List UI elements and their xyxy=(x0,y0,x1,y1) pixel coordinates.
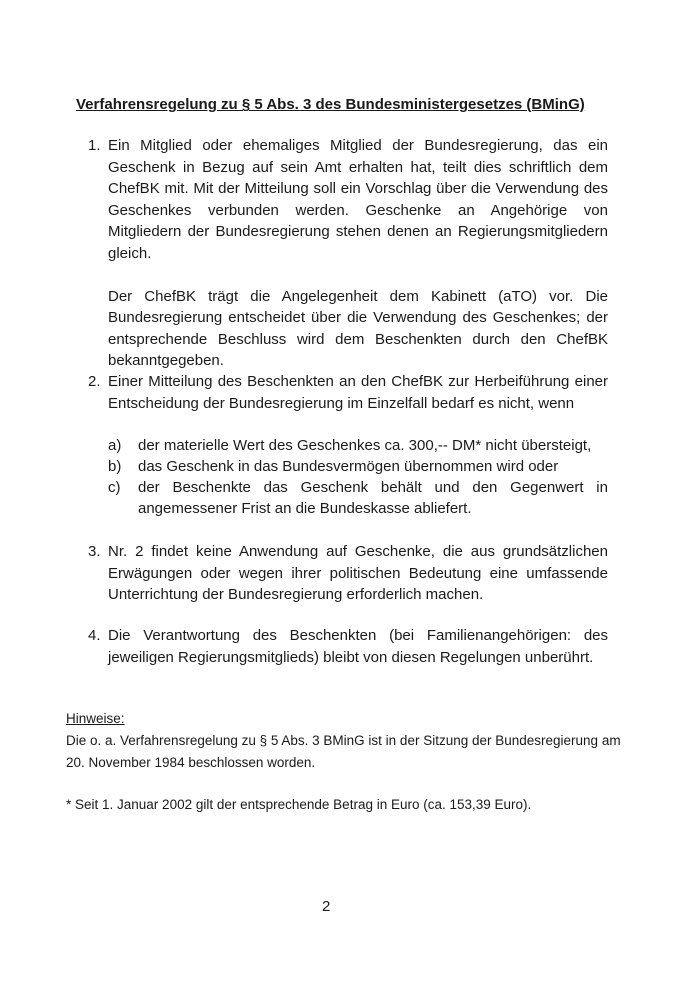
list-item-2 xyxy=(88,371,608,414)
list-item-1 xyxy=(88,135,608,372)
sub-item-text: der materielle Wert des Geschenkes ca. 300,-- DM* nicht übersteigt, xyxy=(138,437,592,454)
hinweise-section xyxy=(66,708,626,774)
item-paragraph: Die Verantwortung des Beschenkten (bei Familienangehörigen: des jeweiligen Regierungsmitglieds) bleibt von diesen Regelungen unberührt. xyxy=(108,627,608,666)
sub-item-a xyxy=(108,435,608,456)
hinweise-label: Hinweise: xyxy=(66,711,125,726)
sub-item-c xyxy=(108,477,608,519)
sub-item-text: das Geschenk in das Bundesvermögen übernommen wird oder xyxy=(138,458,559,475)
item-paragraph: Ein Mitglied oder ehemaliges Mitglied der Bundesregierung, das ein Geschenk in Bezug auf sein Amt erhalten hat, teilt dies schriftlich dem ChefBK mit. Mit der Mitteilung soll ein Vorschlag über die Verwendung des Geschenkes verbunden werden. Geschenke an Angehörige von Mitgliedern der Bundesregierung stehen denen an Regierungsmitgliedern gleich. xyxy=(108,137,608,262)
footnote: * Seit 1. Januar 2002 gilt der entsprechende Betrag in Euro (ca. 153,39 Euro). xyxy=(66,797,532,812)
page-number: 2 xyxy=(322,898,331,915)
sub-list xyxy=(108,435,608,519)
item-number: 2. xyxy=(88,373,101,390)
sub-item-mark: b) xyxy=(108,458,122,475)
sub-item-text: der Beschenkte das Geschenk behält und den Gegenwert in angemessener Frist an die Bundeskasse abliefert. xyxy=(138,479,608,517)
item-number: 1. xyxy=(88,137,101,154)
sub-item-mark: c) xyxy=(108,479,121,496)
list-item-3 xyxy=(88,541,608,606)
item-paragraph: Der ChefBK trägt die Angelegenheit dem Kabinett (aTO) vor. Die Bundesregierung entscheidet über die Verwendung des Geschenkes; der entsprechende Beschluss wird dem Beschenkten durch den ChefBK bekanntgegeben. xyxy=(108,287,608,369)
item-number: 4. xyxy=(88,627,101,644)
hinweise-text: Die o. a. Verfahrensregelung zu § 5 Abs. 3 BMinG ist in der Sitzung der Bundesregierung am 20. November 1984 beschlossen worden. xyxy=(66,733,621,770)
list-item-4 xyxy=(88,625,608,668)
sub-item-b xyxy=(108,456,608,477)
item-number: 3. xyxy=(88,543,101,560)
sub-item-mark: a) xyxy=(108,437,122,454)
item-paragraph: Einer Mitteilung des Beschenkten an den ChefBK zur Herbeiführung einer Entscheidung der Bundesregierung im Einzelfall bedarf es nicht, wenn xyxy=(108,373,608,412)
document-title: Verfahrensregelung zu § 5 Abs. 3 des Bundesministergesetzes (BMinG) xyxy=(76,96,585,113)
item-paragraph: Nr. 2 findet keine Anwendung auf Geschenke, die aus grundsätzlichen Erwägungen oder wegen ihrer politischen Bedeutung eine umfassende Unterrichtung der Bundesregierung erforderlich machen. xyxy=(108,543,608,603)
